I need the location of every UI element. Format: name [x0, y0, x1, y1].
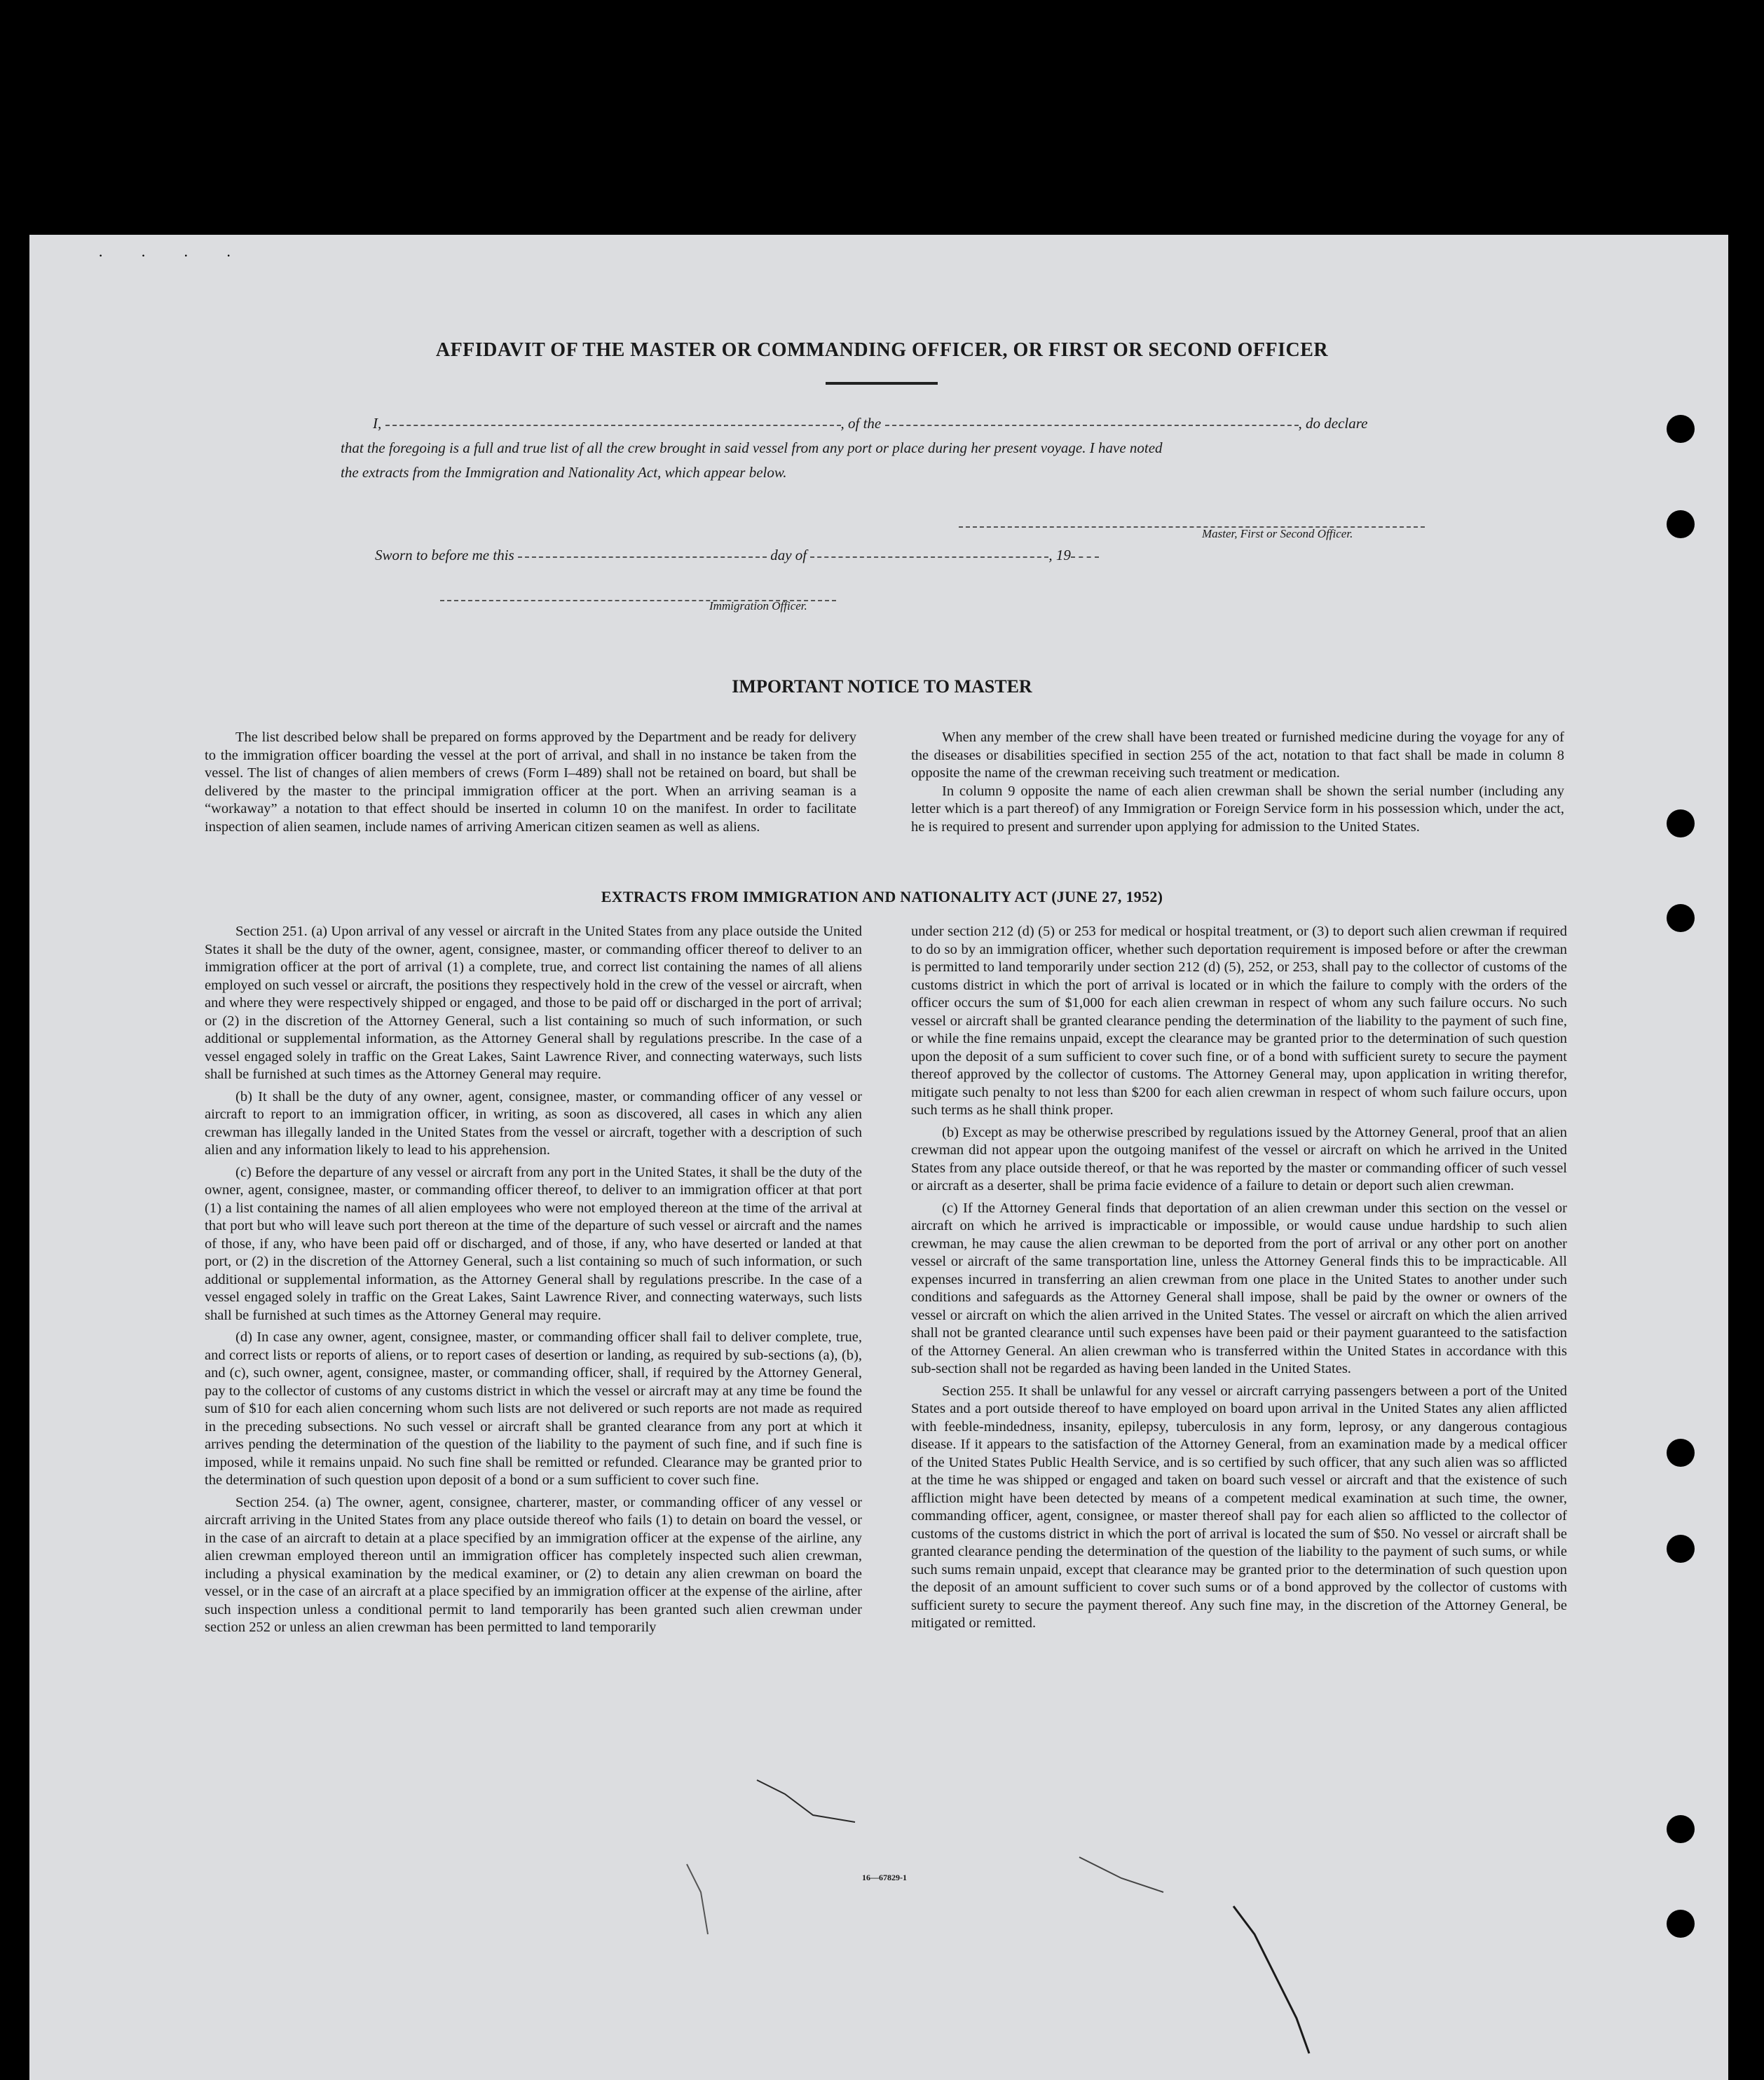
sworn-line: [375, 547, 1099, 564]
scan-specks: · · · ·: [98, 247, 248, 264]
section-paragraph: (c) If the Attorney General finds that deportation of an alien crewman under this section on the vessel or aircraft on which he arrived is impracticable or impossible, or would cause undue hardship to such alien crewman, he may cause the alien crewman to be deported from the port of arrival or any other port on another vessel or aircraft of the same transportation line, unless the Attorney General finds this to be impracticable. All expenses incurred in transferring an alien crewman from one place in the United States to another under such conditions and safeguards as the Attorney General shall impose, shall be paid by the owner or owners of the vessel or aircraft on which the alien arrived in the United States. The vessel or aircraft on which the alien arrived shall not be granted clearance until such expenses have been paid or their payment guaranteed to the satisfaction of the Attorney General. An alien crewman who is transferred within the United States in accordance with this sub-section shall not be regarded as having been landed in the United States.: [911, 1200, 1567, 1376]
extracts-title: EXTRACTS FROM IMMIGRATION AND NATIONALITY ACT (JUNE 27, 1952): [601, 888, 1163, 905]
punch-hole: [1667, 1910, 1695, 1938]
punch-hole: [1667, 809, 1695, 837]
punch-hole: [1667, 1815, 1695, 1843]
section-paragraph: under section 212 (d) (5) or 253 for medical or hospital treatment, or (3) to deport such alien crewman if required to do so by an immigration officer, whether such deportation requirement is imposed before or after the crewman is permitted to land temporarily under section 212 (d) (5), 252, or 253, shall pay to the collector of customs of the customs district in which the port of arrival is located or in which the failure to comply with the orders of the officer occurs the sum of $1,000 for each alien crewman in respect of whom any such failure occurs. No such vessel or aircraft shall be granted clearance pending the determination of the liability to the payment of such fine, or while the fine remains unpaid, except the clearance may be granted prior to the determination of such question upon the deposit of a sum sufficient to cover such fine, or of a bond with sufficient surety to secure the payment thereof approved by the collector of customs. The Attorney General may, upon application in writing therefor, mitigate such penalty to not less than $200 for each alien crewman in respect of whom such failure occurs, upon such terms as he shall think proper.: [911, 924, 1567, 1118]
of-the-label: , of the: [840, 415, 882, 432]
declaration-line-2: that the foregoing is a full and true list of all the crew brought in said vessel from any port or place during her present voyage. I have noted: [341, 439, 1163, 456]
section-paragraph: Section 254. (a) The owner, agent, consignee, charterer, master, or commanding officer of any vessel or aircraft arriving in the United States from any place outside thereof who fails (1) to detain on board the vessel, or in the case of an aircraft to detain at a place specified by an immigration officer at the expense of the airline, any alien crewman employed thereon until an immigration officer has completely inspected such alien crewman, including a physical examination by the medical examiner, or (2) to detain any alien crewman on board the vessel, or in the case of an aircraft at a place specified by an immigration officer at the expense of the airline, after such inspection unless a conditional permit to land temporarily has been granted such alien crewman under section 252 or unless an alien crewman has been permitted to land temporarily: [205, 1494, 862, 1635]
notice-paragraph: The list described below shall be prepared on forms approved by the Department and be ready for delivery to the immigration officer boarding the vessel at the port of arrival, and shall in no instance be taken from the vessel. The list of changes of alien members of crews (Form I–489) shall not be retained on board, but shall be delivered by the master to the principal immigration officer at the port. When an arriving seaman is a “workaway” a notation to that effect should be inserted in column 10 on the manifest. In order to facilitate inspection of alien seamen, include names of arriving American citizen seamen as well as aliens.: [205, 730, 856, 835]
sworn-label: Sworn to before me this: [375, 547, 514, 563]
punch-hole: [1667, 415, 1695, 443]
punch-hole: [1667, 510, 1695, 538]
vessel-blank[interactable]: [885, 424, 1299, 426]
year-label: , 19: [1048, 547, 1071, 563]
section-paragraph: (d) In case any owner, agent, consignee, master, or commanding officer shall fail to deliver complete, true, and correct lists or reports of aliens, or to report cases of desertion or landing, as required by sub-sections (a), (b), and (c), such owner, agent, consignee, master, or commanding officer, shall, if required by the Attorney General, pay to the collector of customs of any customs district in which the vessel or aircraft may at any time be found the sum of $10 for each alien concerning whom such lists are not delivered or such reports are not made as required in the preceding subsections. No such vessel or aircraft shall be granted clearance from any port at which it arrives pending the determination of the question of the liability to the payment of such fine, and if such fine is imposed, while it remains unpaid. No such fine shall be remitted or refunded. Clearance may be granted prior to the determination of such question upon deposit of a bond or a sum sufficient to cover such fine.: [205, 1329, 862, 1488]
section-paragraph: Section 251. (a) Upon arrival of any vessel or aircraft in the United States from any place outside the United States it shall be the duty of the owner, agent, consignee, master, or commanding officer thereof to deliver to an immigration officer at the port of arrival (1) a complete, true, and correct list containing the names of all aliens employed on such vessel or aircraft, the positions they respectively hold in the crew of the vessel or aircraft, when and where they were respectively shipped or engaged, and those to be paid off or discharged in the port of arrival; or (2) in the discretion of the Attorney General, such a list containing so much of such information, or such additional or supplemental information, as the Attorney General shall by regulations prescribe. In the case of a vessel engaged solely in traffic on the Great Lakes, Saint Lawrence River, and connecting waterways, such lists shall be furnished at such times as the Attorney General may require.: [205, 924, 862, 1082]
declaration-line-3: the extracts from the Immigration and Nationality Act, which appear below.: [341, 464, 787, 481]
notice-left-column: [205, 729, 856, 840]
immigration-officer-label: Immigration Officer.: [709, 599, 807, 613]
extracts-left-column: [205, 923, 862, 1641]
affidavit-title: AFFIDAVIT OF THE MASTER OR COMMANDING OFFICER, OR FIRST OR SECOND OFFICER: [435, 339, 1329, 361]
notice-paragraph: When any member of the crew shall have been treated or furnished medicine during the voyage for any of the diseases or disabilities specified in section 255 of the act, notation to that fact shall be made in column 8 opposite the name of the crewman receiving such treatment or medication.: [911, 730, 1564, 781]
extracts-right-column: [911, 923, 1567, 1637]
day-of-label: day of: [770, 547, 807, 563]
punch-hole: [1667, 1535, 1695, 1563]
do-declare-label: , do declare: [1298, 415, 1368, 432]
punch-hole: [1667, 904, 1695, 932]
form-number: 16—67829-1: [862, 1873, 907, 1882]
sworn-year-blank[interactable]: [1071, 556, 1099, 558]
section-paragraph: (c) Before the departure of any vessel or aircraft from any port in the United States, it shall be the duty of the owner, agent, consignee, master, or commanding officer thereof, to deliver to an immigration officer at that port (1) a list containing the names of all alien employees who were not employed thereon at the time of the arrival at that port but who will leave such port thereon at the time of the departure of such vessel or aircraft and the names of those, if any, who have been paid off or discharged, and of those, if any, who have deserted or landed at that port, or (2) in the discretion of the Attorney General, such a list containing so much of such information, or such additional or supplemental information, as the Attorney General shall by regulations prescribe. In the case of a vessel engaged solely in traffic on the Great Lakes, Saint Lawrence River, and connecting waterways, such lists shall be furnished at such times as the Attorney General may require.: [205, 1164, 862, 1323]
notice-title: IMPORTANT NOTICE TO MASTER: [732, 676, 1032, 697]
declaration-line-1: [373, 415, 1367, 432]
section-paragraph: (b) It shall be the duty of any owner, agent, consignee, master, or commanding officer of any vessel or aircraft to report to an immigration officer, in writing, as soon as discovered, all cases in which any alien crewman has illegally landed in the United States from the vessel or aircraft, together with a description of such alien and any information likely to lead to his apprehension.: [205, 1088, 862, 1158]
notice-paragraph: In column 9 opposite the name of each alien crewman shall be shown the serial number (including any letter which is a part thereof) of any Immigration or Foreign Service form in his possession which, under the act, he is required to present and surrender upon applying for admission to the United States.: [911, 783, 1564, 835]
master-signature-line[interactable]: [959, 520, 1425, 533]
master-signature-label: Master, First or Second Officer.: [1202, 527, 1353, 540]
section-paragraph: (b) Except as may be otherwise prescribed by regulations issued by the Attorney General, proof that an alien crewman did not appear upon the outgoing manifest of the vessel or aircraft on which he arrived in the United States from any place outside thereof, or that he was reported by the master or commanding officer of such vessel or aircraft as a deserter, shall be prima facie evidence of a failure to detain or deport such alien crewman.: [911, 1124, 1567, 1193]
i-label: I,: [373, 415, 382, 432]
notice-right-column: [911, 729, 1564, 840]
section-paragraph: Section 255. It shall be unlawful for any vessel or aircraft carrying passengers between a port of the United States and a port outside thereof to have employed on board upon arrival in the United States any alien afflicted with feeble-mindedness, insanity, epilepsy, tuberculosis in any form, leprosy, or any dangerous contagious disease. If it appears to the satisfaction of the Attorney General, from an examination made by a medical officer of the United States Public Health Service, and is so certified by such officer, that any such alien was so afflicted at the time he was shipped or engaged and taken on board such vessel or aircraft and that the existence of such affliction might have been detected by means of a competent medical examination at such time, the owner, commanding officer, agent, consignee, or master thereof shall pay for each alien so afflicted to the collector of customs of the customs district in which the port of arrival is located the sum of $50. No vessel or aircraft shall be granted clearance pending the determination of the question of the liability to the payment of such sums, or while such sums remain unpaid, except that clearance may be granted prior to the determination of such question upon the deposit of an amount sufficient to cover such sums or of a bond approved by the collector of customs with sufficient surety to secure the payment thereof. Any such fine may, in the discretion of the Attorney General, be mitigated or remitted.: [911, 1383, 1567, 1631]
sworn-month-blank[interactable]: [810, 556, 1048, 558]
sworn-day-blank[interactable]: [518, 556, 767, 558]
title-rule: [826, 382, 938, 385]
punch-hole: [1667, 1439, 1695, 1467]
name-blank[interactable]: [385, 424, 841, 426]
